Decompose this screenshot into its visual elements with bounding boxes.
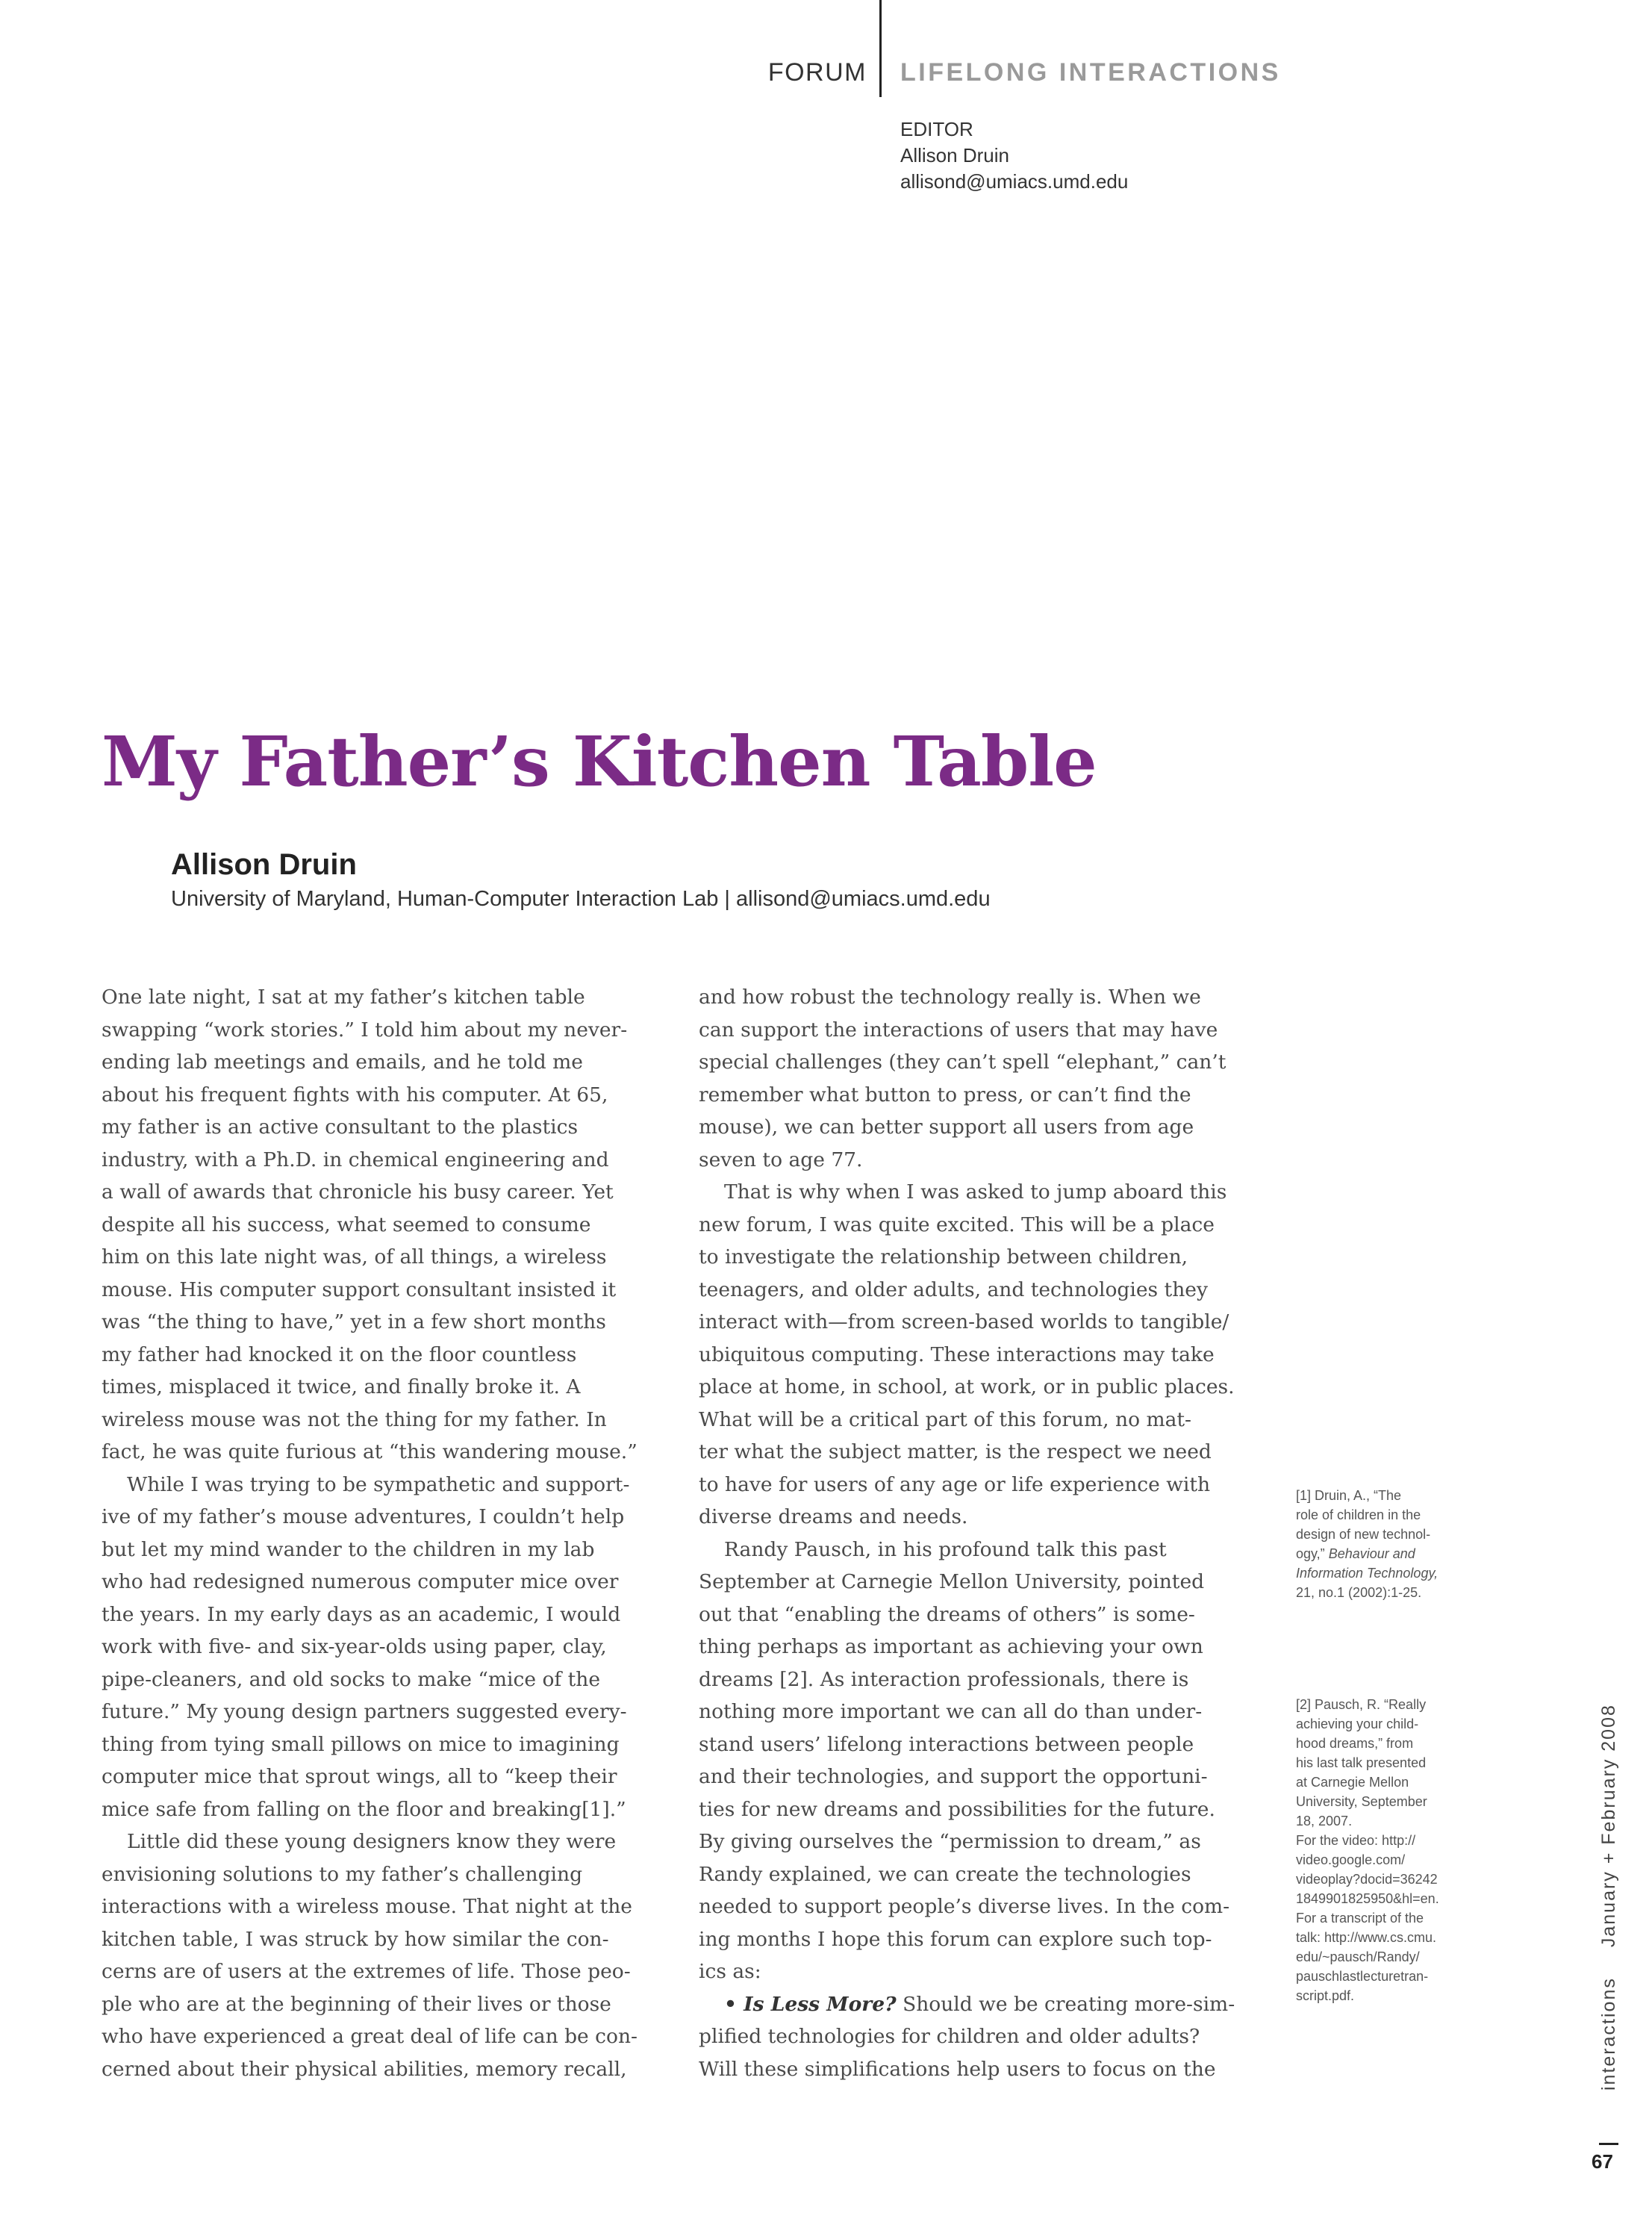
- body-line: times, misplaced it twice, and finally broke it. A: [102, 1375, 581, 1398]
- author-name: Allison Druin: [171, 848, 357, 881]
- body-line: wireless mouse was not the thing for my father. In: [102, 1407, 607, 1431]
- body-line: who have experienced a great deal of life can be con-: [102, 2025, 638, 2048]
- body-line: fact, he was quite furious at “this wandering mouse.”: [102, 1440, 638, 1463]
- body-line: ics as:: [699, 1960, 761, 1983]
- sidenote-line: videoplay?docid=36242: [1296, 1872, 1438, 1887]
- running-footer-text: [1586, 1672, 1631, 2091]
- sidenote-line: talk: http://www.cs.cmu.: [1296, 1930, 1437, 1945]
- body-line: my father is an active consultant to the plastics: [102, 1115, 579, 1139]
- body-line: despite all his success, what seemed to consume: [102, 1213, 591, 1236]
- body-line: ending lab meetings and emails, and he told me: [102, 1051, 583, 1074]
- sidenote-line: at Carnegie Mellon: [1296, 1775, 1409, 1790]
- body-line: plified technologies for children and older adults?: [699, 2025, 1200, 2048]
- body-line: kitchen table, I was struck by how similar the con-: [102, 1927, 609, 1951]
- body-line: can support the interactions of users that may have: [699, 1018, 1218, 1042]
- bullet-text: Should we be creating more-sim-: [896, 1992, 1235, 2016]
- sidenote-line: his last talk presented: [1296, 1755, 1427, 1770]
- bullet-marker: •: [724, 1992, 744, 2016]
- body-column-2: [699, 981, 1266, 2085]
- sidenote-line: achieving your child-: [1296, 1716, 1419, 1731]
- body-line: That is why when I was asked to jump aboard this: [724, 1180, 1227, 1204]
- body-line: Randy explained, we can create the technologies: [699, 1862, 1191, 1886]
- sidenote-line: Information Technology,: [1296, 1566, 1439, 1581]
- sidenote-line: For a transcript of the: [1296, 1911, 1424, 1926]
- body-line: work with five- and six-year-olds using paper, clay,: [102, 1635, 607, 1658]
- sidenote-line: video.google.com/: [1296, 1852, 1406, 1867]
- body-column-1: [102, 981, 669, 2085]
- body-line: dreams [2]. As interaction professionals, there is: [699, 1667, 1189, 1691]
- sidenote-2: [1296, 1695, 1475, 2005]
- body-line: pipe-cleaners, and old socks to make “mice of the: [102, 1667, 601, 1691]
- bullet-item: [699, 1988, 1266, 2021]
- body-line: One late night, I sat at my father’s kitchen table: [102, 986, 585, 1009]
- body-line: envisioning solutions to my father’s challenging: [102, 1862, 583, 1886]
- body-line: thing from tying small pillows on mice to imagining: [102, 1732, 620, 1756]
- body-line: thing perhaps as important as achieving your own: [699, 1635, 1203, 1658]
- body-line: but let my mind wander to the children in my lab: [102, 1537, 595, 1561]
- running-footer: [1586, 1672, 1631, 2091]
- body-line: and how robust the technology really is. When we: [699, 986, 1201, 1009]
- sidenote-line: role of children in the: [1296, 1507, 1421, 1522]
- header-divider: [879, 0, 882, 97]
- sidenote-line: hood dreams,” from: [1296, 1736, 1414, 1751]
- body-line: the years. In my early days as an academic, I would: [102, 1602, 621, 1626]
- body-line: diverse dreams and needs.: [699, 1505, 968, 1528]
- body-line: future.” My young design partners suggested every-: [102, 1700, 627, 1723]
- body-line: a wall of awards that chronicle his busy career. Yet: [102, 1180, 614, 1204]
- sidenote-line: 21, no.1 (2002):1-25.: [1296, 1585, 1422, 1600]
- editor-email: allisond@umiacs.umd.edu: [900, 170, 1129, 193]
- body-line: ubiquitous computing. These interactions may take: [699, 1342, 1215, 1366]
- body-line: needed to support people’s diverse lives. In the com-: [699, 1895, 1230, 1918]
- body-line: to investigate the relationship between children,: [699, 1245, 1188, 1269]
- body-line: who had redesigned numerous computer mice over: [102, 1570, 619, 1593]
- body-line: my father had knocked it on the floor countless: [102, 1342, 577, 1366]
- editor-label: EDITOR: [900, 118, 973, 140]
- bullet-term: Is Less More?: [744, 1992, 897, 2016]
- body-line: By giving ourselves the “permission to dream,” as: [699, 1830, 1201, 1853]
- body-line: While I was trying to be sympathetic and support-: [127, 1472, 630, 1496]
- magazine-name: interactions: [1598, 1977, 1619, 2091]
- sidenote-line: [1] Druin, A., “The: [1296, 1488, 1402, 1503]
- body-line: teenagers, and older adults, and technologies they: [699, 1277, 1208, 1301]
- body-line: was “the thing to have,” yet in a few short months: [102, 1310, 606, 1333]
- body-line: mouse. His computer support consultant insisted it: [102, 1277, 617, 1301]
- body-line: interact with—from screen-based worlds to tangible/: [699, 1310, 1229, 1333]
- sidenote-line: edu/~pausch/Randy/: [1296, 1949, 1420, 1964]
- sidenote-line: University, September: [1296, 1794, 1427, 1809]
- sidenote-line: script.pdf.: [1296, 1988, 1355, 2003]
- editor-name: Allison Druin: [900, 144, 1009, 166]
- body-line: Little did these young designers know they were: [127, 1830, 617, 1853]
- body-line: September at Carnegie Mellon University, pointed: [699, 1570, 1205, 1593]
- body-line: stand users’ lifelong interactions between people: [699, 1732, 1194, 1756]
- body-line: seven to age 77.: [699, 1148, 863, 1171]
- body-line: industry, with a Ph.D. in chemical engineering and: [102, 1148, 609, 1171]
- section-label: FORUM: [767, 58, 867, 87]
- sidenote-line: [2] Pausch, R. “Really: [1296, 1697, 1427, 1712]
- body-line: special challenges (they can’t spell “elephant,” can’t: [699, 1051, 1226, 1074]
- body-line: Will these simplifications help users to focus on the: [699, 2057, 1216, 2081]
- body-line: to have for users of any age or life experience with: [699, 1472, 1211, 1496]
- body-line: ter what the subject matter, is the respect we need: [699, 1440, 1212, 1463]
- body-line: him on this late night was, of all things, a wireless: [102, 1245, 607, 1269]
- body-line: mice safe from falling on the floor and breaking[1].”: [102, 1797, 626, 1821]
- editor-block: [900, 116, 1274, 195]
- body-line: swapping “work stories.” I told him about my never-: [102, 1018, 628, 1042]
- body-line: computer mice that sprout wings, all to “keep their: [102, 1765, 617, 1788]
- page-number-rule: [1599, 2143, 1618, 2145]
- body-line: ive of my father’s mouse adventures, I couldn’t help: [102, 1505, 625, 1528]
- body-line: What will be a critical part of this forum, no mat-: [699, 1407, 1192, 1431]
- body-line: and their technologies, and support the opportuni-: [699, 1765, 1208, 1788]
- sidenote-1: [1296, 1486, 1475, 1602]
- sidenote-line: pauschlastlecturetran-: [1296, 1969, 1429, 1984]
- body-line: nothing more important we can all do than under-: [699, 1700, 1203, 1723]
- body-line: new forum, I was quite excited. This will be a place: [699, 1213, 1215, 1236]
- body-line: Randy Pausch, in his profound talk this past: [724, 1537, 1167, 1561]
- body-line: ple who are at the beginning of their lives or those: [102, 1992, 611, 2016]
- article-title: My Father’s Kitchen Table: [102, 721, 1097, 802]
- body-line: interactions with a wireless mouse. That night at the: [102, 1895, 632, 1918]
- section-title: LIFELONG INTERACTIONS: [900, 58, 1281, 87]
- issue-date: January + February 2008: [1598, 1704, 1619, 1948]
- author-affiliation: University of Maryland, Human-Computer Interaction Lab | allisond@umiacs.umd.edu: [171, 887, 991, 911]
- body-line: remember what button to press, or can’t find the: [699, 1083, 1191, 1106]
- body-line: place at home, in school, at work, or in public places.: [699, 1375, 1235, 1398]
- body-line: out that “enabling the dreams of others” is some-: [699, 1602, 1195, 1626]
- sidenote-line: ogy,” Behaviour and: [1296, 1546, 1415, 1561]
- sidenote-line: 18, 2007.: [1296, 1814, 1353, 1828]
- body-line: ing months I hope this forum can explore such top-: [699, 1927, 1212, 1951]
- body-line: mouse), we can better support all users from age: [699, 1115, 1194, 1139]
- sidenote-line: design of new technol-: [1296, 1527, 1431, 1542]
- sidenote-line: 1849901825950&hl=en.: [1296, 1891, 1439, 1906]
- body-line: cerned about their physical abilities, memory recall,: [102, 2057, 627, 2081]
- body-line: cerns are of users at the extremes of life. Those peo-: [102, 1960, 631, 1983]
- page-number: 67: [1592, 2150, 1613, 2173]
- sidenote-line: For the video: http://: [1296, 1833, 1416, 1848]
- body-line: ties for new dreams and possibilities for the future.: [699, 1797, 1215, 1821]
- body-line: about his frequent fights with his computer. At 65,: [102, 1083, 608, 1106]
